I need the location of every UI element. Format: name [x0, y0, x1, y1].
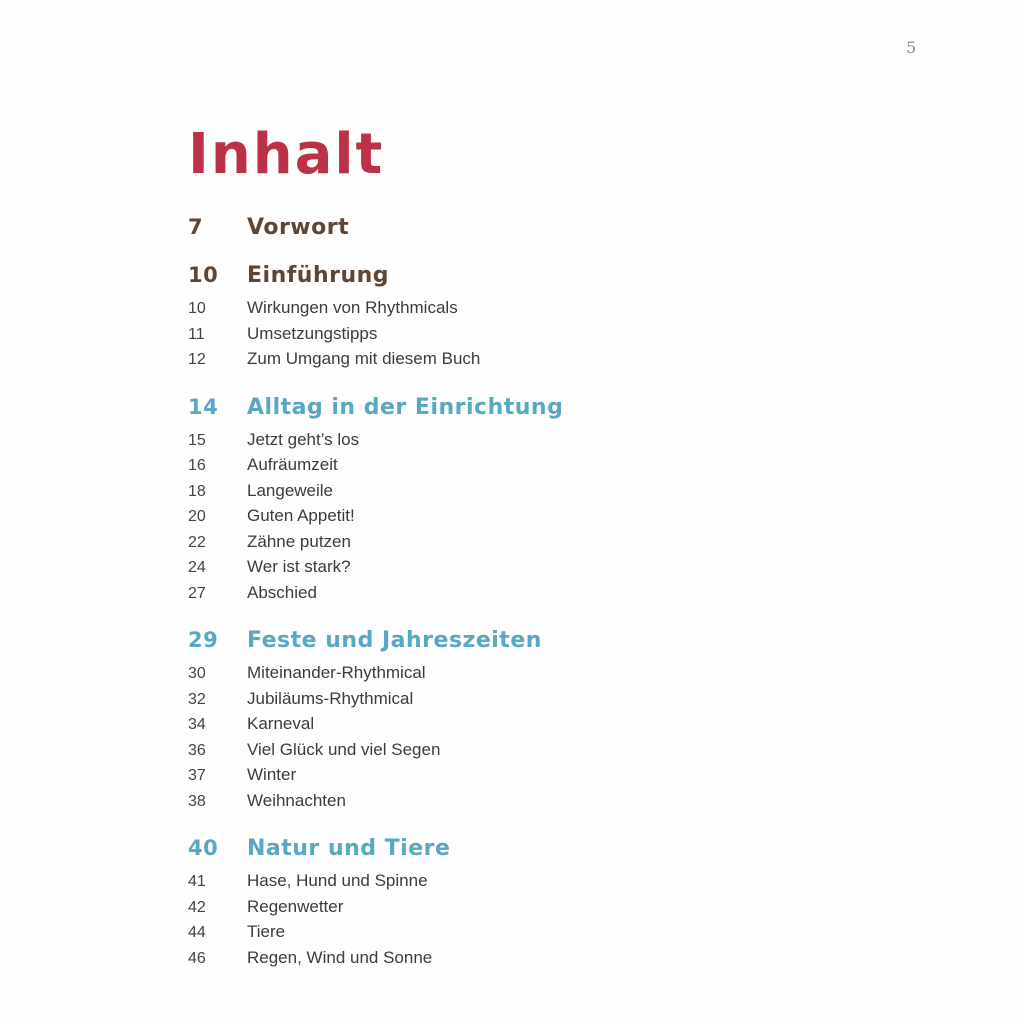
section-page-number: 7: [188, 215, 204, 239]
entry-page-number: 18: [188, 482, 206, 500]
entry-page-number: 32: [188, 690, 206, 708]
entry-title-label: Wer ist stark?: [247, 557, 351, 576]
entry-title-label: Hase, Hund und Spinne: [247, 871, 428, 890]
entry-page-number: 27: [188, 584, 206, 602]
toc-sections: [188, 214, 788, 971]
toc-entry-row: [188, 555, 788, 581]
entry-page-number: 20: [188, 508, 206, 525]
section-heading-label: Feste und Jahreszeiten: [247, 628, 542, 653]
entry-page-number: 11: [188, 325, 205, 343]
entry-title-label: Langeweile: [247, 480, 334, 500]
entry-title-label: Wirkungen von Rhythmicals: [247, 298, 458, 317]
entry-title-label: Regen, Wind und Sonne: [247, 947, 433, 967]
toc-entry-row: [188, 895, 788, 921]
toc-section: [188, 394, 788, 607]
toc-entry-row: [188, 920, 788, 946]
section-heading-label: Vorwort: [247, 215, 350, 240]
entry-title-label: Karneval: [247, 714, 315, 733]
entry-page-number: 34: [188, 716, 206, 733]
entry-page-number: 16: [188, 457, 206, 474]
toc-entry-row: [188, 428, 788, 454]
toc-entry-row: [188, 738, 788, 764]
toc-section-heading-row: [188, 214, 788, 241]
toc-entry-row: [188, 687, 788, 713]
toc-entry-row: [188, 869, 788, 895]
toc-content: [188, 122, 788, 971]
toc-section-heading-row: [188, 262, 788, 289]
toc-entry-row: [188, 789, 788, 815]
section-page-number: 29: [188, 628, 219, 652]
toc-section: [188, 214, 788, 241]
entry-page-number: 30: [188, 665, 206, 682]
entry-page-number: 37: [188, 767, 206, 784]
entry-page-number: 46: [188, 949, 206, 967]
entry-title-label: Jubiläums-Rhythmical: [247, 688, 414, 708]
section-page-number: 10: [188, 263, 219, 287]
toc-section-heading-row: [188, 627, 788, 654]
entry-page-number: 42: [188, 898, 206, 916]
toc-entry-row: [188, 479, 788, 505]
entry-page-number: 22: [188, 533, 206, 551]
entry-title-label: Abschied: [247, 582, 317, 602]
toc-section: [188, 627, 788, 814]
section-heading-label: Einführung: [247, 263, 390, 288]
entry-page-number: 36: [188, 741, 206, 759]
page-number: 5: [906, 38, 917, 57]
entry-page-number: 24: [188, 559, 206, 576]
entry-title-label: Viel Glück und viel Segen: [247, 739, 441, 759]
section-page-number: 40: [188, 836, 219, 860]
entry-title-label: Winter: [247, 765, 297, 784]
section-heading-label: Alltag in der Einrichtung: [247, 394, 564, 420]
toc-entry-row: [188, 712, 788, 738]
entry-title-label: Regenwetter: [247, 896, 344, 916]
entry-page-number: 41: [188, 873, 206, 890]
toc-entry-row: [188, 322, 788, 348]
entry-title-label: Umsetzungstipps: [247, 323, 378, 343]
entry-page-number: 10: [188, 300, 206, 317]
toc-section-heading-row: [188, 835, 788, 862]
entry-page-number: 12: [188, 351, 206, 368]
toc-entry-row: [188, 661, 788, 687]
entry-title-label: Zum Umgang mit diesem Buch: [247, 349, 481, 368]
entry-page-number: 44: [188, 924, 206, 941]
entry-title-label: Tiere: [247, 922, 286, 941]
section-heading-label: Natur und Tiere: [247, 836, 451, 861]
entry-page-number: 15: [188, 431, 206, 449]
entry-title-label: Zähne putzen: [247, 531, 351, 551]
entry-title-label: Jetzt geht’s los: [247, 429, 360, 449]
entry-title-label: Weihnachten: [247, 790, 346, 810]
toc-section: [188, 835, 788, 971]
toc-entry-row: [188, 581, 788, 607]
entry-title-label: Miteinander-Rhythmical: [247, 663, 426, 682]
entry-page-number: 38: [188, 792, 206, 810]
toc-entry-row: [188, 347, 788, 373]
toc-entry-row: [188, 296, 788, 322]
toc-entry-row: [188, 530, 788, 556]
toc-entry-row: [188, 946, 788, 972]
toc-section-heading-row: [188, 394, 788, 421]
entry-title-label: Aufräumzeit: [247, 455, 338, 474]
entry-title-label: Guten Appetit!: [247, 506, 355, 525]
toc-entry-row: [188, 504, 788, 530]
toc-entry-row: [188, 763, 788, 789]
page-title: Inhalt: [188, 122, 385, 187]
toc-section: [188, 262, 788, 373]
section-page-number: 14: [188, 394, 219, 419]
toc-entry-row: [188, 453, 788, 479]
